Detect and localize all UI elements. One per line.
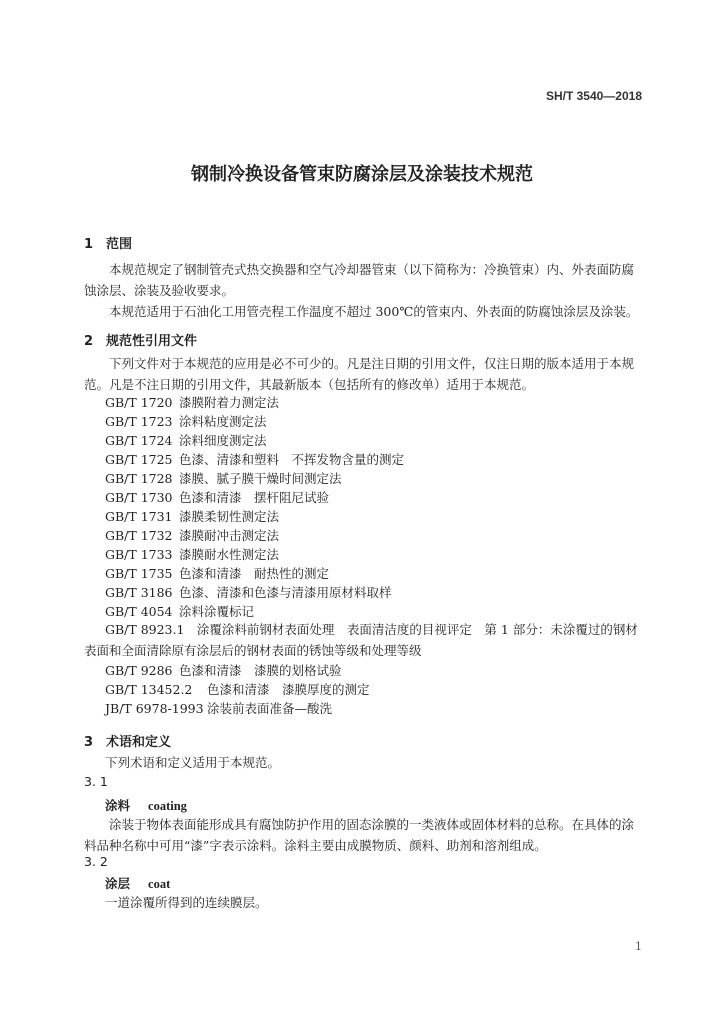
reference-item: GB/T 3186 色漆、清漆和色漆与清漆用原材料取样: [105, 585, 392, 600]
term-heading: [105, 874, 170, 892]
section-title: 规范性引用文件: [106, 334, 198, 349]
reference-item: GB/T 1720 漆膜附着力测定法: [105, 395, 280, 410]
section-title: 范围: [106, 237, 133, 252]
scope-paragraph-2: 本规范适用于石油化工用管壳程工作温度不超过 300℃的管束内、外表面的防腐蚀涂层及涂装。: [109, 304, 639, 319]
reference-item: GB/T 4054 涂料涂覆标记: [105, 604, 255, 619]
document-title: 钢制冷换设备管束防腐涂层及涂装技术规范: [191, 164, 533, 185]
reference-item: GB/T 13452.2 色漆和清漆 漆膜厚度的测定: [105, 682, 370, 697]
section-number: 3: [84, 735, 94, 750]
document-code: SH/T 3540—2018: [545, 89, 642, 103]
reference-item: GB/T 1730 色漆和清漆 摆杆阻尼试验: [105, 490, 330, 505]
term-heading: [105, 796, 187, 814]
section-heading-scope: [84, 233, 132, 252]
term-cn: 涂料: [105, 798, 131, 813]
term-definition: 一道涂覆所得到的连续膜层。: [105, 895, 268, 910]
section-number: 2: [84, 334, 94, 349]
reference-item: GB/T 1733 漆膜耐水性测定法: [105, 547, 280, 562]
terms-intro: 下列术语和定义适用于本规范。: [105, 755, 281, 770]
reference-item: GB/T 9286 色漆和清漆 漆膜的划格试验: [105, 663, 342, 678]
reference-item: GB/T 1728 漆膜、腻子膜干燥时间测定法: [105, 471, 342, 486]
term-en: coat: [148, 877, 171, 891]
term-en: coating: [148, 799, 187, 813]
term-cn: 涂层: [105, 876, 131, 891]
section-number: 1: [84, 237, 94, 252]
term-definition: 涂装于物体表面能形成具有腐蚀防护作用的固态涂膜的一类液体或固体材料的总称。在具体的涂料品种名称中可用“漆”字表示涂料。涂料主要由成膜物质、颜料、助剂和溶剂组成。: [84, 817, 635, 853]
page-number: 1: [635, 940, 642, 953]
scope-paragraph-1: 本规范规定了钢制管壳式热交换器和空气冷却器管束（以下简称为：冷换管束）内、外表面防腐蚀涂层、涂装及验收要求。: [84, 262, 635, 298]
reference-item: GB/T 1731 漆膜柔韧性测定法: [105, 509, 280, 524]
term-number: 3. 1: [84, 774, 108, 789]
references-intro: 下列文件对于本规范的应用是必不可少的。凡是注日期的引用文件，仅注日期的版本适用于本规范。凡是不注日期的引用文件，其最新版本（包括所有的修改单）适用于本规范。: [84, 356, 635, 392]
reference-item: GB/T 1732 漆膜耐冲击测定法: [105, 528, 280, 543]
section-heading-normative-references: [84, 330, 197, 349]
reference-item-long: GB/T 8923.1 涂覆涂料前钢材表面处理 表面清洁度的目视评定 第 1 部分：未涂覆过的钢材表面和全面清除原有涂层后的钢材表面的锈蚀等级和处理等级: [84, 622, 638, 658]
reference-item: GB/T 1735 色漆和清漆 耐热性的测定: [105, 566, 330, 581]
reference-item: GB/T 1724 涂料细度测定法: [105, 433, 267, 448]
term-number: 3. 2: [84, 854, 108, 869]
reference-item: JB/T 6978-1993 涂装前表面准备—酸洗: [105, 701, 333, 716]
section-heading-terms: [84, 731, 171, 750]
reference-item: GB/T 1725 色漆、清漆和塑料 不挥发物含量的测定: [105, 452, 405, 467]
section-title: 术语和定义: [106, 735, 172, 750]
reference-item: GB/T 1723 涂料粘度测定法: [105, 414, 267, 429]
